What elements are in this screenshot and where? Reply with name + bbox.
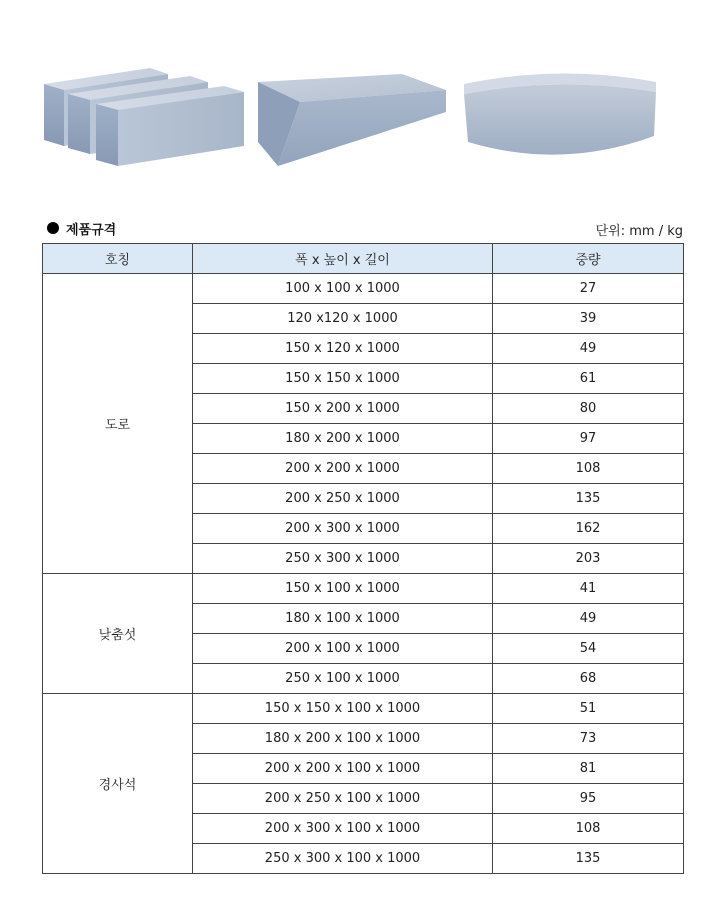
dimension-cell: 150 x 120 x 1000 — [193, 334, 493, 364]
table-row — [43, 574, 684, 604]
weight-cell: 81 — [493, 754, 684, 784]
bullet-icon — [47, 222, 59, 234]
dimension-cell: 200 x 100 x 1000 — [193, 634, 493, 664]
weight-cell: 41 — [493, 574, 684, 604]
weight-cell: 49 — [493, 334, 684, 364]
dimension-cell: 200 x 200 x 1000 — [193, 454, 493, 484]
column-header-name: 호칭 — [43, 244, 193, 274]
weight-cell: 51 — [493, 694, 684, 724]
spec-section-header — [42, 216, 683, 240]
table-row — [43, 274, 684, 304]
weight-cell: 61 — [493, 364, 684, 394]
weight-cell: 49 — [493, 604, 684, 634]
weight-cell: 162 — [493, 514, 684, 544]
dimension-cell: 250 x 100 x 1000 — [193, 664, 493, 694]
product-photos — [0, 0, 704, 200]
dimension-cell: 200 x 300 x 1000 — [193, 514, 493, 544]
group-name-cell: 도로 — [43, 274, 193, 574]
weight-cell: 203 — [493, 544, 684, 574]
unit-label: 단위: mm / kg — [595, 224, 683, 239]
weight-cell: 80 — [493, 394, 684, 424]
table-row — [43, 694, 684, 724]
group-name-cell: 낮춤섯 — [43, 574, 193, 694]
dimension-cell: 180 x 200 x 1000 — [193, 424, 493, 454]
dimension-cell: 200 x 250 x 100 x 1000 — [193, 784, 493, 814]
column-header-weight: 중량 — [493, 244, 684, 274]
weight-cell: 68 — [493, 664, 684, 694]
dimension-cell: 180 x 100 x 1000 — [193, 604, 493, 634]
weight-cell: 73 — [493, 724, 684, 754]
dimension-cell: 150 x 100 x 1000 — [193, 574, 493, 604]
curb-stone-curved-image — [460, 70, 662, 162]
weight-cell: 135 — [493, 844, 684, 874]
weight-cell: 108 — [493, 814, 684, 844]
dimension-cell: 100 x 100 x 1000 — [193, 274, 493, 304]
dimension-cell: 180 x 200 x 100 x 1000 — [193, 724, 493, 754]
dimension-cell: 120 x120 x 1000 — [193, 304, 493, 334]
curb-stone-straight-image — [40, 62, 250, 170]
dimension-cell: 250 x 300 x 1000 — [193, 544, 493, 574]
dimension-cell: 150 x 150 x 1000 — [193, 364, 493, 394]
curb-stone-inclined-image — [256, 72, 452, 168]
dimension-cell: 150 x 200 x 1000 — [193, 394, 493, 424]
weight-cell: 95 — [493, 784, 684, 814]
weight-cell: 97 — [493, 424, 684, 454]
dimension-cell: 200 x 200 x 100 x 1000 — [193, 754, 493, 784]
weight-cell: 39 — [493, 304, 684, 334]
dimension-cell: 200 x 250 x 1000 — [193, 484, 493, 514]
dimension-cell: 200 x 300 x 100 x 1000 — [193, 814, 493, 844]
weight-cell: 27 — [493, 274, 684, 304]
table-header-row — [43, 244, 684, 274]
group-name-cell: 경사석 — [43, 694, 193, 874]
weight-cell: 54 — [493, 634, 684, 664]
spec-table — [42, 243, 684, 874]
dimension-cell: 250 x 300 x 100 x 1000 — [193, 844, 493, 874]
column-header-dimensions: 폭 x 높이 x 길이 — [193, 244, 493, 274]
weight-cell: 108 — [493, 454, 684, 484]
weight-cell: 135 — [493, 484, 684, 514]
dimension-cell: 150 x 150 x 100 x 1000 — [193, 694, 493, 724]
section-title: 제품규격 — [66, 223, 117, 238]
